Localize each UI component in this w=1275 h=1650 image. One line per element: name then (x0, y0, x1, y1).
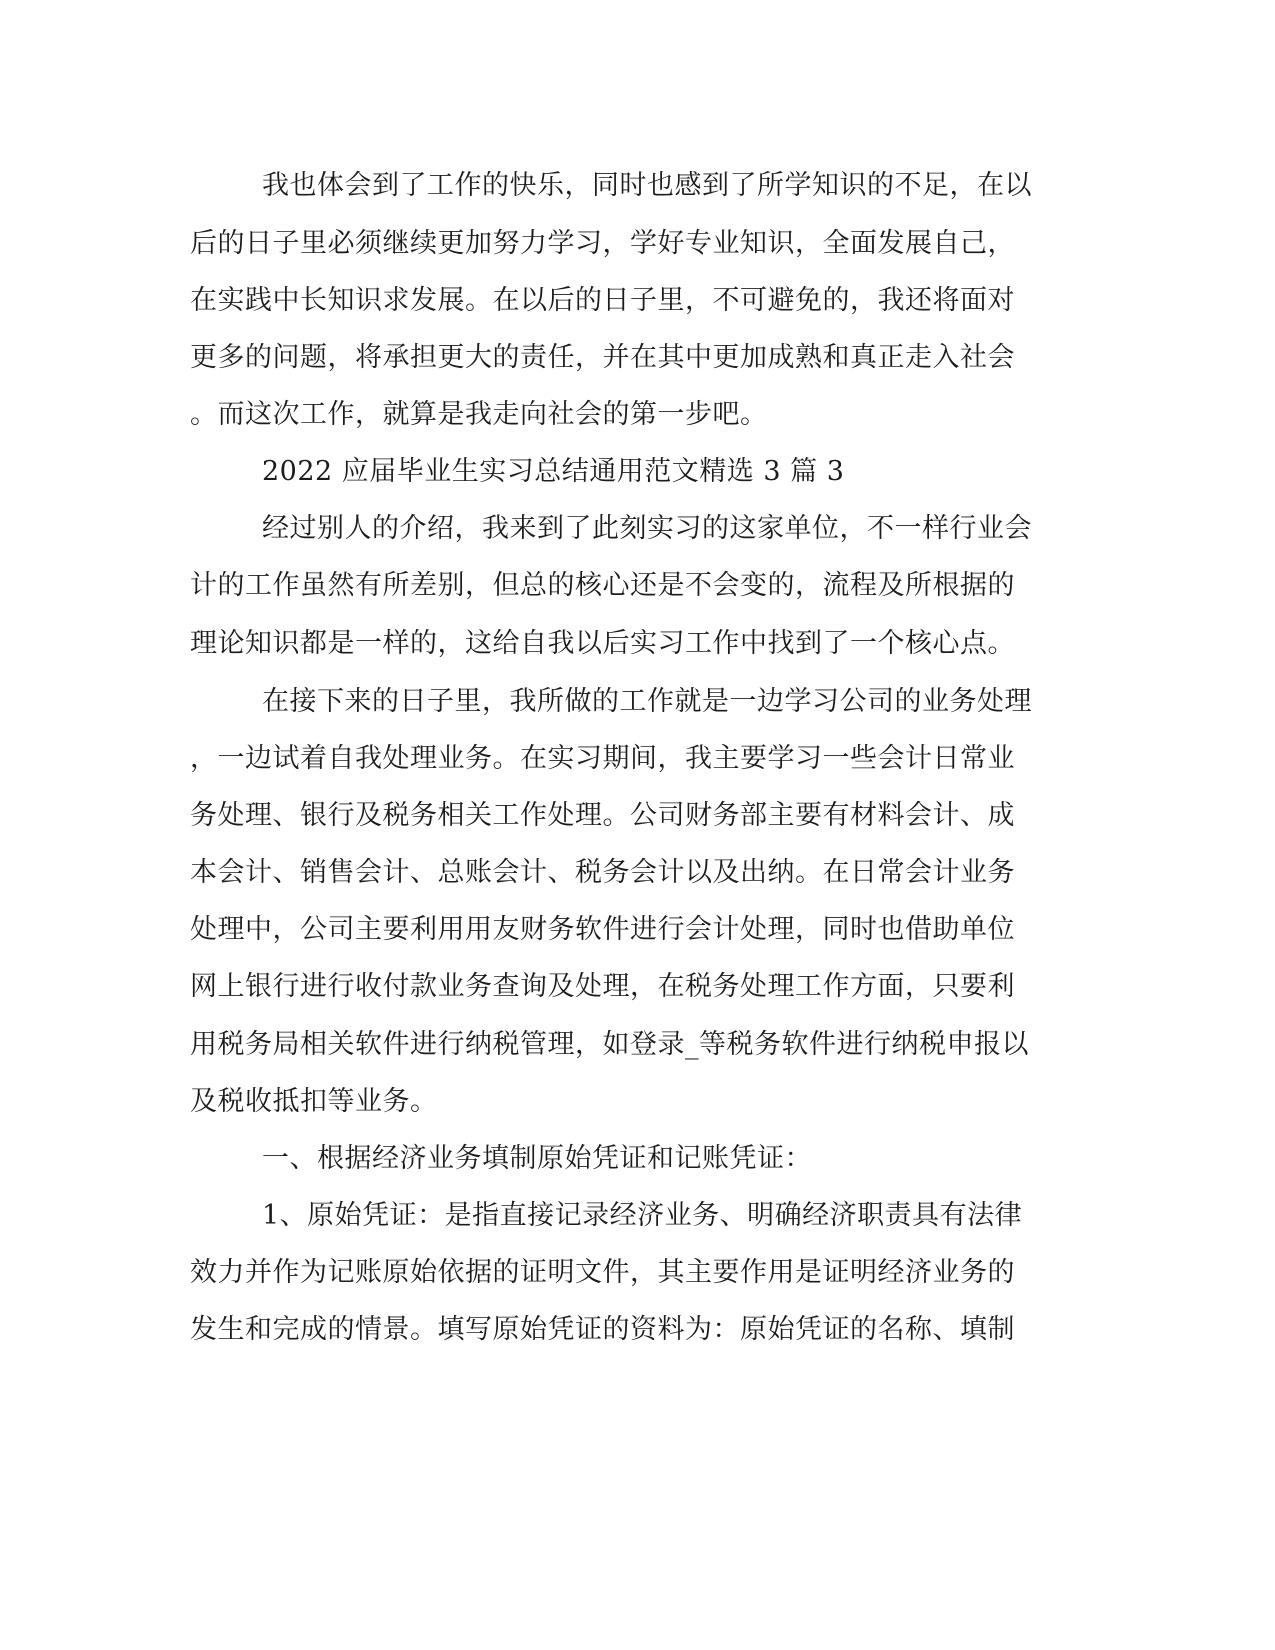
paragraph-line: 后的日子里必须继续更加努力学习，学好专业知识，全面发展自己， (190, 228, 1015, 259)
paragraph-line: 效力并作为记账原始依据的证明文件，其主要作用是证明经济业务的 (190, 1257, 1015, 1288)
paragraph-line: 理论知识都是一样的，这给自我以后实习工作中找到了一个核心点。 (190, 628, 1015, 659)
paragraph-line: 计的工作虽然有所差别，但总的核心还是不会变的，流程及所根据的 (190, 570, 1015, 601)
paragraph-line: 。而这次工作，就算是我走向社会的第一步吧。 (190, 399, 768, 430)
paragraph-line: 我也体会到了工作的快乐，同时也感到了所学知识的不足，在以 (262, 170, 1032, 201)
paragraph-line: 网上银行进行收付款业务查询及处理，在税务处理工作方面，只要利 (190, 971, 1015, 1002)
paragraph-line: 一、根据经济业务填制原始凭证和记账凭证： (262, 1143, 812, 1174)
paragraph-line: 务处理、银行及税务相关工作处理。公司财务部主要有材料会计、成 (190, 800, 1015, 831)
paragraph-line: 更多的问题，将承担更大的责任，并在其中更加成熟和真正走入社会 (190, 342, 1015, 373)
paragraph-line: 1、原始凭证：是指直接记录经济业务、明确经济职责具有法律 (262, 1200, 1023, 1231)
paragraph-line: 在实践中长知识求发展。在以后的日子里，不可避免的，我还将面对 (190, 285, 1015, 316)
paragraph-line: 用税务局相关软件进行纳税管理，如登录_等税务软件进行纳税申报以 (190, 1029, 1029, 1060)
paragraph-line: 发生和完成的情景。填写原始凭证的资料为：原始凭证的名称、填制 (190, 1314, 1015, 1345)
paragraph-line: 及税收抵扣等业务。 (190, 1086, 438, 1117)
paragraph-line: 在接下来的日子里，我所做的工作就是一边学习公司的业务处理 (262, 686, 1032, 717)
section-heading: 2022 应届毕业生实习总结通用范文精选 3 篇 3 (262, 456, 845, 487)
paragraph-line: 处理中，公司主要利用用友财务软件进行会计处理，同时也借助单位 (190, 914, 1015, 945)
paragraph-line: 经过别人的介绍，我来到了此刻实习的这家单位，不一样行业会 (262, 513, 1032, 544)
paragraph-line: 本会计、销售会计、总账会计、税务会计以及出纳。在日常会计业务 (190, 857, 1015, 888)
paragraph-line: ，一边试着自我处理业务。在实习期间，我主要学习一些会计日常业 (190, 743, 1015, 774)
